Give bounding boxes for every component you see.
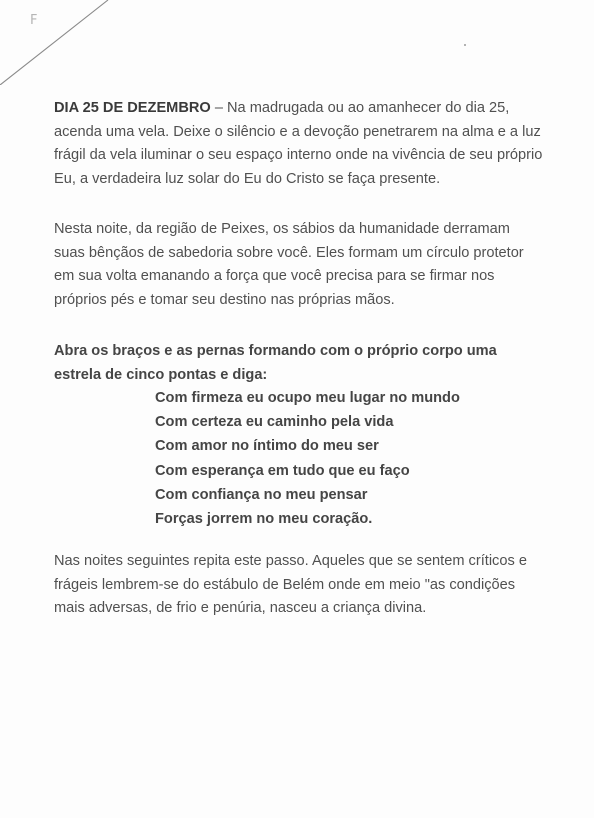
paragraph-night: Nesta noite, da região de Peixes, os sábios da humanidade derramam suas bênçãos de sabedoria sobre você. Eles formam um círculo protetor em sua volta emanando a força que você precisa para se firmar nos próprios pés e tomar seu destino nas próprias mãos.: [54, 221, 524, 308]
paragraph-intro: [54, 97, 544, 191]
verse-list: [155, 386, 460, 531]
paragraph-following-nights: Nas noites seguintes repita este passo. Aqueles que se sentem críticos e frágeis lembrem-se do estábulo de Belém onde em meio "as condições mais adversas, de frio e penúria, nasceu a criança divina.: [54, 553, 527, 617]
verse-line: Com confiança no meu pensar: [155, 486, 368, 503]
verse-line: Forças jorrem no meu coração.: [155, 511, 373, 528]
verse-line: Com certeza eu caminho pela vida: [155, 414, 394, 431]
folded-corner-line: [0, 0, 110, 85]
paragraph-instruction: Abra os braços e as pernas formando com o próprio corpo uma estrela de cinco pontas e diga:: [54, 343, 497, 383]
verse-line: Com esperança em tudo que eu faço: [155, 462, 410, 479]
scan-speck: [464, 44, 466, 46]
date-heading: DIA 25 DE DEZEMBRO: [54, 100, 211, 116]
verse-line: Com amor no íntimo do meu ser: [155, 438, 379, 455]
paragraph-intro-text: – Na madrugada ou ao amanhecer do dia 25, acenda uma vela. Deixe o silêncio e a devoção penetrarem na alma e a luz frágil da vela iluminar o seu espaço interno onde na vivência de seu próprio Eu, a verdadeira luz solar do Eu do Cristo se faça presente.: [54, 100, 543, 187]
verse-line: Com firmeza eu ocupo meu lugar no mundo: [155, 390, 460, 406]
corner-mark: F: [30, 13, 38, 28]
